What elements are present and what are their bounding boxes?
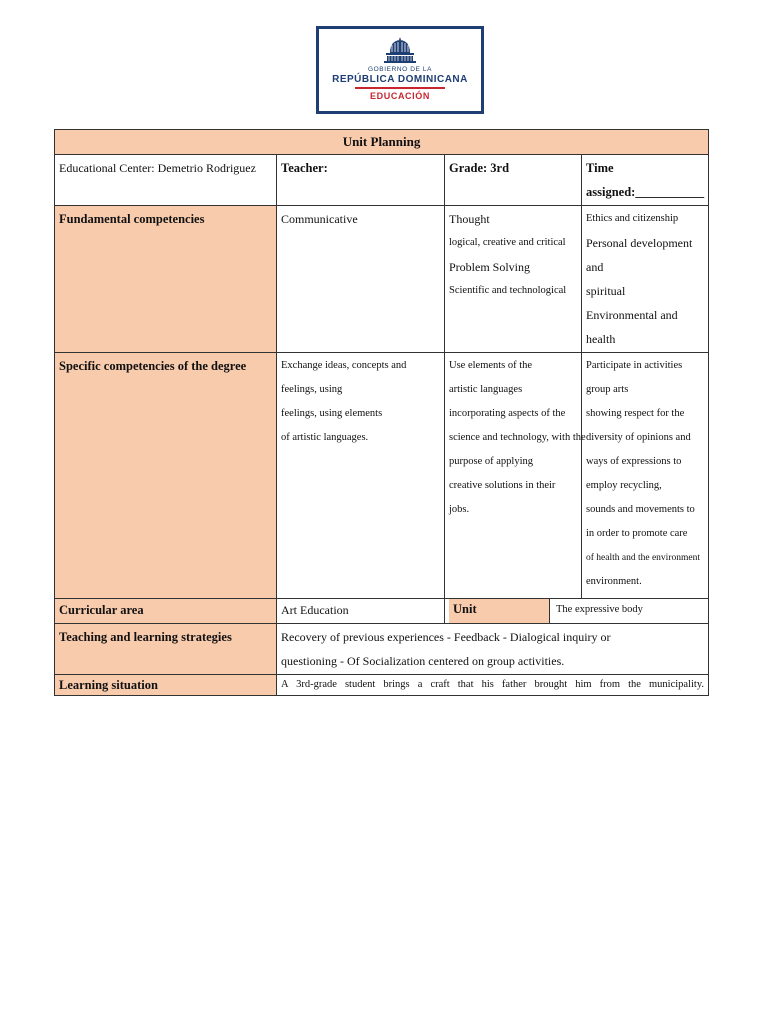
time-label-1: Time: [586, 161, 614, 175]
fundamental-col2-line: logical, creative and critical: [449, 237, 566, 248]
unit-label: [449, 599, 549, 623]
specific-col2-line: purpose of applying: [449, 456, 533, 467]
specific-col1-line: Exchange ideas, concepts and: [281, 360, 407, 371]
time-label-2: assigned:___________: [586, 185, 705, 199]
curricular-area-label: [55, 599, 277, 624]
palace-dome-icon: [380, 35, 420, 65]
specific-col2-line: artistic languages: [449, 384, 523, 395]
strategies-label-text: Teaching and learning strategies: [59, 630, 232, 644]
specific-competencies-label: [55, 353, 277, 599]
strategies-line: Recovery of previous experiences - Feedback - Dialogical inquiry or: [281, 630, 611, 644]
table-title: Unit Planning: [55, 130, 709, 155]
fundamental-col3-line: Ethics and citizenship: [586, 213, 679, 224]
logo-line-education: EDUCACIÓN: [370, 90, 430, 101]
situation-value-text: A 3rd-grade student brings a craft that his father brought him from the municipality.: [281, 679, 705, 690]
strategies-label: [55, 624, 277, 675]
teacher-cell: [277, 155, 445, 206]
specific-col3-line: sounds and movements to: [586, 504, 695, 515]
unit-value-text: The expressive body: [556, 604, 643, 615]
fundamental-col2-line: Problem Solving: [449, 260, 531, 274]
educational-center-text: Educational Center: Demetrio Rodriguez: [59, 161, 256, 175]
specific-col1-line: feelings, using: [281, 384, 343, 395]
grade-cell: [445, 155, 582, 206]
specific-col2-line: Use elements of the: [449, 360, 533, 371]
curricular-area-value: [277, 599, 445, 624]
specific-col1-line: of artistic languages.: [281, 432, 369, 443]
fundamental-communicative: Communicative: [281, 212, 358, 226]
situation-label-text: Learning situation: [59, 678, 158, 692]
specific-col3-line: environment.: [586, 576, 642, 587]
fundamental-label-text: Fundamental competencies: [59, 212, 205, 226]
grade-label: Grade: 3rd: [449, 161, 510, 175]
specific-col3-line: group arts: [586, 384, 629, 395]
learning-situation-label: [55, 675, 277, 696]
fundamental-col3-line: Personal development and: [586, 236, 693, 274]
specific-col2-line: science and technology, with the: [449, 432, 586, 443]
strategies-value: [277, 624, 709, 675]
unit-value: [549, 599, 708, 623]
fundamental-col2-line: Thought: [449, 212, 490, 226]
time-assigned-cell: [582, 155, 709, 206]
specific-col3-line: Participate in activities: [586, 360, 683, 371]
ministry-logo: [316, 26, 484, 114]
specific-col3-line: ways of expressions to: [586, 456, 682, 467]
specific-col3: [582, 353, 709, 599]
logo-divider: [355, 87, 445, 89]
fundamental-col3: [582, 206, 709, 353]
specific-col2-line: creative solutions in their: [449, 480, 556, 491]
curricular-label-text: Curricular area: [59, 603, 144, 617]
specific-col2-line: jobs.: [449, 504, 470, 515]
strategies-line: questioning - Of Socialization centered on group activities.: [281, 654, 565, 668]
specific-col3-line: of health and the environment: [586, 553, 700, 563]
fundamental-col1: [277, 206, 445, 353]
teacher-label: Teacher:: [281, 161, 328, 175]
specific-col3-line: diversity of opinions and: [586, 432, 691, 443]
curricular-value-text: Art Education: [281, 603, 349, 617]
specific-col3-line: in order to promote care: [586, 528, 688, 539]
specific-col1: [277, 353, 445, 599]
fundamental-col2: [445, 206, 582, 353]
specific-col1-line: feelings, using elements: [281, 408, 383, 419]
fundamental-col2-line: Scientific and technological: [449, 285, 567, 296]
educational-center-cell: [55, 155, 277, 206]
fundamental-competencies-label: [55, 206, 277, 353]
specific-col2: [445, 353, 586, 599]
unit-cell: [445, 599, 709, 624]
learning-situation-value: [277, 675, 709, 696]
logo-line-government: GOBIERNO DE LA: [367, 66, 433, 73]
fundamental-col3-line: spiritual: [586, 284, 626, 298]
specific-col2-line: incorporating aspects of the: [449, 408, 566, 419]
unit-planning-table: [54, 129, 709, 696]
specific-label-text: Specific competencies of the degree: [59, 359, 247, 373]
unit-label-text: Unit: [453, 602, 477, 616]
fundamental-col3-line: Environmental and health: [586, 308, 678, 346]
logo-line-republic: REPÚBLICA DOMINICANA: [332, 74, 468, 85]
specific-col3-line: employ recycling,: [586, 480, 662, 491]
specific-col3-line: showing respect for the: [586, 408, 685, 419]
